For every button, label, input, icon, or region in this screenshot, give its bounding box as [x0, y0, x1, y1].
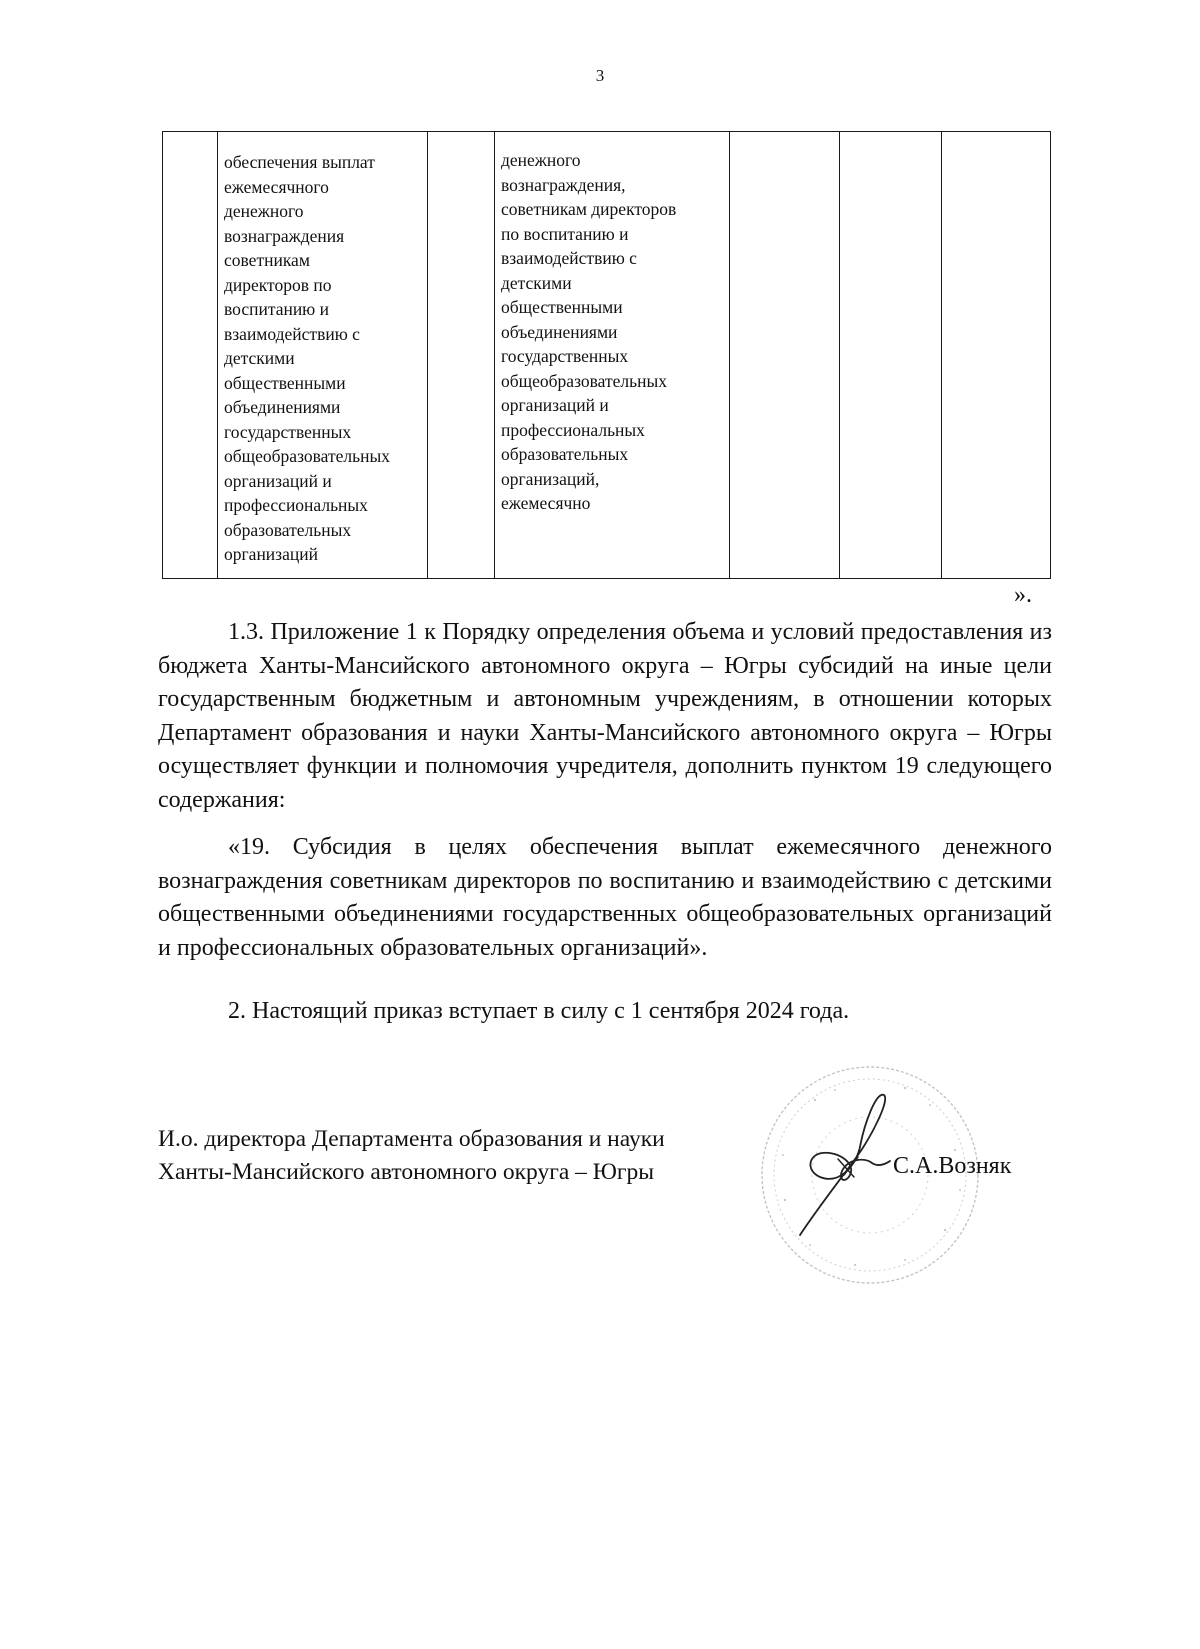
signature-title — [158, 1123, 665, 1189]
table-cell-empty — [428, 132, 495, 579]
table-row — [163, 132, 1051, 579]
table-cell-empty — [942, 132, 1051, 579]
signer-name: С.А.Возняк — [893, 1153, 1012, 1179]
closing-quote: ». — [1014, 582, 1032, 608]
page-number: 3 — [595, 66, 605, 85]
table-cell-destination: обеспечения выплат ежемесячного денежного вознаграждения советникам директоров по воспитанию и взаимодействию с детскими общественными объединениями государственных общеобразовательных организаций и профессиональных образовательных организаций — [218, 132, 428, 579]
table-cell-number — [163, 132, 218, 579]
paragraph-19: «19. Субсидия в целях обеспечения выплат ежемесячного денежного вознаграждения советникам директоров по воспитанию и взаимодействию с детскими общественными объединениями государственных общеобразовательных организаций и профессиональных образовательных организаций». — [158, 834, 1052, 961]
continuation-table — [162, 131, 1051, 579]
table-cell-description: денежного вознаграждения, советникам директоров по воспитанию и взаимодействию с детскими общественными объединениями государственных общеобразовательных организаций и профессиональных образовательных организаций, ежемесячно — [495, 132, 730, 579]
paragraph-1-3: 1.3. Приложение 1 к Порядку определения объема и условий предоставления из бюджета Ханты-Мансийского автономного округа – Югры субсидий на иные цели государственным бюджетным и автономным учреждениям, в отношении которых Департамент образования и науки Ханты-Мансийского автономного округа – Югры осуществляет функции и полномочия учредителя, дополнить пунктом 19 следующего содержания: — [158, 619, 1052, 813]
signature-title-line-1: И.о. директора Департамента образования и науки — [158, 1126, 665, 1152]
signature-title-line-2: Ханты-Мансийского автономного округа – Югры — [158, 1159, 655, 1185]
table-cell-empty — [840, 132, 942, 579]
paragraph-2: 2. Настоящий приказ вступает в силу с 1 сентября 2024 года. — [228, 998, 850, 1024]
table-cell-empty — [730, 132, 840, 579]
